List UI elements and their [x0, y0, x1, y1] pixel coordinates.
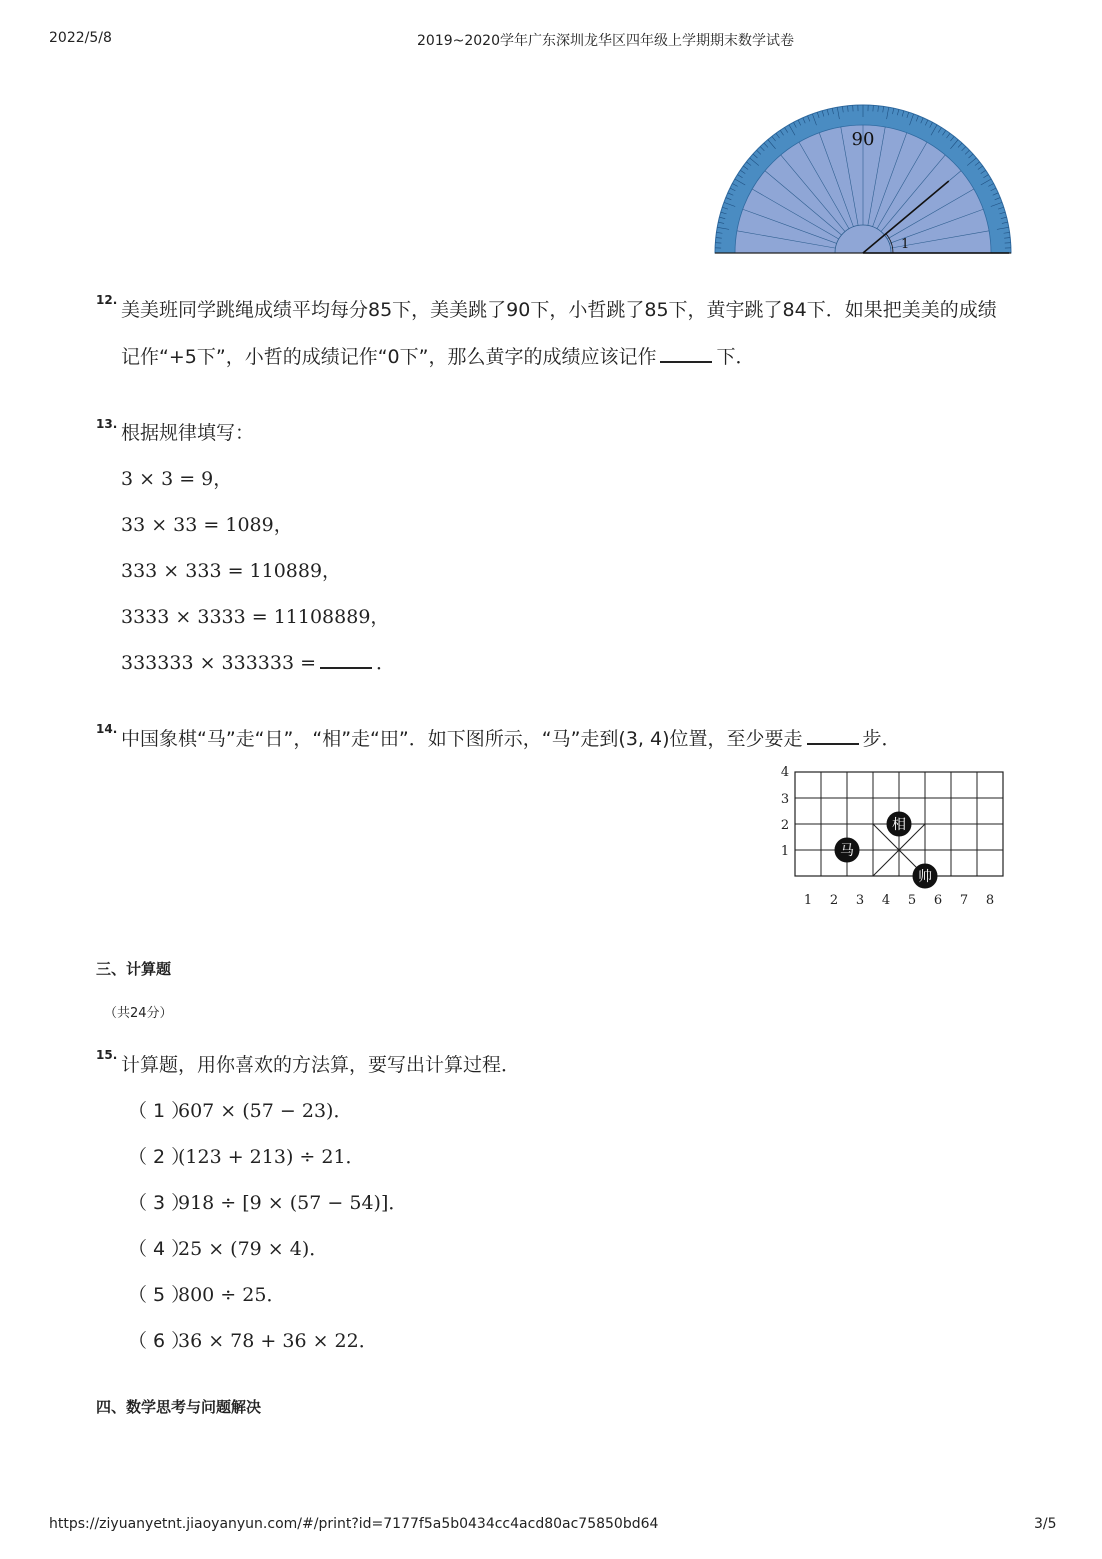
protractor-figure	[708, 100, 1018, 260]
sub-question	[128, 1326, 378, 1353]
footer-url[interactable]: https://ziyuanyetnt.jiaoyanyun.com/#/print?id=7177f5a5b0434cc4acd80ac75850bd64	[49, 1516, 659, 1532]
pattern-expression: 333333 × 333333 =	[121, 652, 317, 674]
sub-question	[128, 1280, 285, 1307]
answer-blank[interactable]	[807, 729, 859, 745]
pattern-end: ．	[376, 652, 396, 674]
pattern-line: 333 × 333 = 110889，	[121, 560, 342, 582]
sub-question-label: （ 5 ）	[128, 1284, 191, 1306]
chess-piece-label: 相	[892, 817, 906, 833]
sub-question-label: （ 2 ）	[128, 1146, 191, 1168]
protractor-center-label: 90	[851, 129, 875, 150]
chess-board-figure	[770, 760, 1020, 912]
question-number: 14.	[96, 722, 118, 736]
answer-blank[interactable]	[320, 653, 372, 669]
sub-question	[128, 1234, 328, 1261]
y-axis-label: 2	[780, 818, 790, 833]
sub-question-expression: 25 × (79 × 4)．	[178, 1238, 329, 1260]
x-axis-label: 1	[803, 893, 813, 908]
x-axis-label: 7	[959, 893, 969, 908]
x-axis-label: 8	[985, 893, 995, 908]
question-number: 15.	[96, 1048, 118, 1062]
sub-question-expression: 800 ÷ 25．	[178, 1284, 286, 1306]
x-axis-label: 3	[855, 893, 865, 908]
section-title: 三、计算题	[96, 960, 172, 978]
sub-question	[128, 1096, 352, 1123]
y-axis-label: 4	[780, 765, 790, 780]
print-date: 2022/5/8	[49, 30, 112, 46]
sub-question-expression: (123 + 213) ÷ 21．	[178, 1146, 365, 1168]
question-12-text: 记作“+5下”，小哲的成绩记作“0下”，那么黄字的成绩应该记作	[121, 346, 657, 368]
x-axis-label: 6	[933, 893, 943, 908]
sub-question-expression: 918 ÷ [9 × (57 − 54)]．	[178, 1192, 408, 1214]
question-12-line2	[121, 342, 755, 369]
x-axis-label: 4	[881, 893, 891, 908]
question-12-text-end: 下．	[716, 346, 755, 368]
question-12-line1: 美美班同学跳绳成绩平均每分85下，美美跳了90下，小哲跳了85下，黄宇跳了84下．如果把美美的成绩	[121, 299, 997, 321]
question-15-prompt: 计算题，用你喜欢的方法算，要写出计算过程．	[121, 1054, 521, 1076]
pattern-line: 33 × 33 = 1089，	[121, 514, 293, 536]
question-number: 12.	[96, 293, 118, 307]
sub-question-expression: 36 × 78 + 36 × 22．	[178, 1330, 378, 1352]
sub-question-label: （ 1 ）	[128, 1100, 191, 1122]
chess-piece-label: 帅	[918, 869, 932, 885]
pattern-line: 3333 × 3333 = 11108889，	[121, 606, 390, 628]
question-13-prompt: 根据规律填写：	[121, 422, 255, 444]
answer-blank[interactable]	[660, 347, 712, 363]
sub-question-label: （ 3 ）	[128, 1192, 191, 1214]
sub-question-label: （ 6 ）	[128, 1330, 191, 1352]
sub-question-label: （ 4 ）	[128, 1238, 191, 1260]
sub-question	[128, 1142, 365, 1169]
pattern-line: 3 × 3 = 9，	[121, 468, 233, 490]
question-14-text-a: 中国象棋“马”走“日”，“相”走“田”．如下图所示，“马”走到(3, 4)位置，至少要走	[121, 728, 803, 750]
section-note: （共24分）	[104, 1006, 173, 1021]
question-14-text	[121, 724, 901, 751]
angle-label: 1	[901, 237, 910, 252]
sub-question	[128, 1188, 407, 1215]
chess-piece-label: 马	[840, 843, 854, 859]
x-axis-label: 2	[829, 893, 839, 908]
sub-question-expression: 607 × (57 − 23)．	[178, 1100, 353, 1122]
document-title: 2019~2020学年广东深圳龙华区四年级上学期期末数学试卷	[417, 33, 794, 49]
question-14-text-b: 步．	[862, 728, 901, 750]
x-axis-label: 5	[907, 893, 917, 908]
y-axis-label: 1	[780, 844, 790, 859]
y-axis-label: 3	[780, 792, 790, 807]
page-number: 3/5	[1034, 1516, 1057, 1532]
section-title: 四、数学思考与问题解决	[96, 1398, 262, 1416]
question-number: 13.	[96, 417, 118, 431]
pattern-question-line	[121, 648, 395, 675]
